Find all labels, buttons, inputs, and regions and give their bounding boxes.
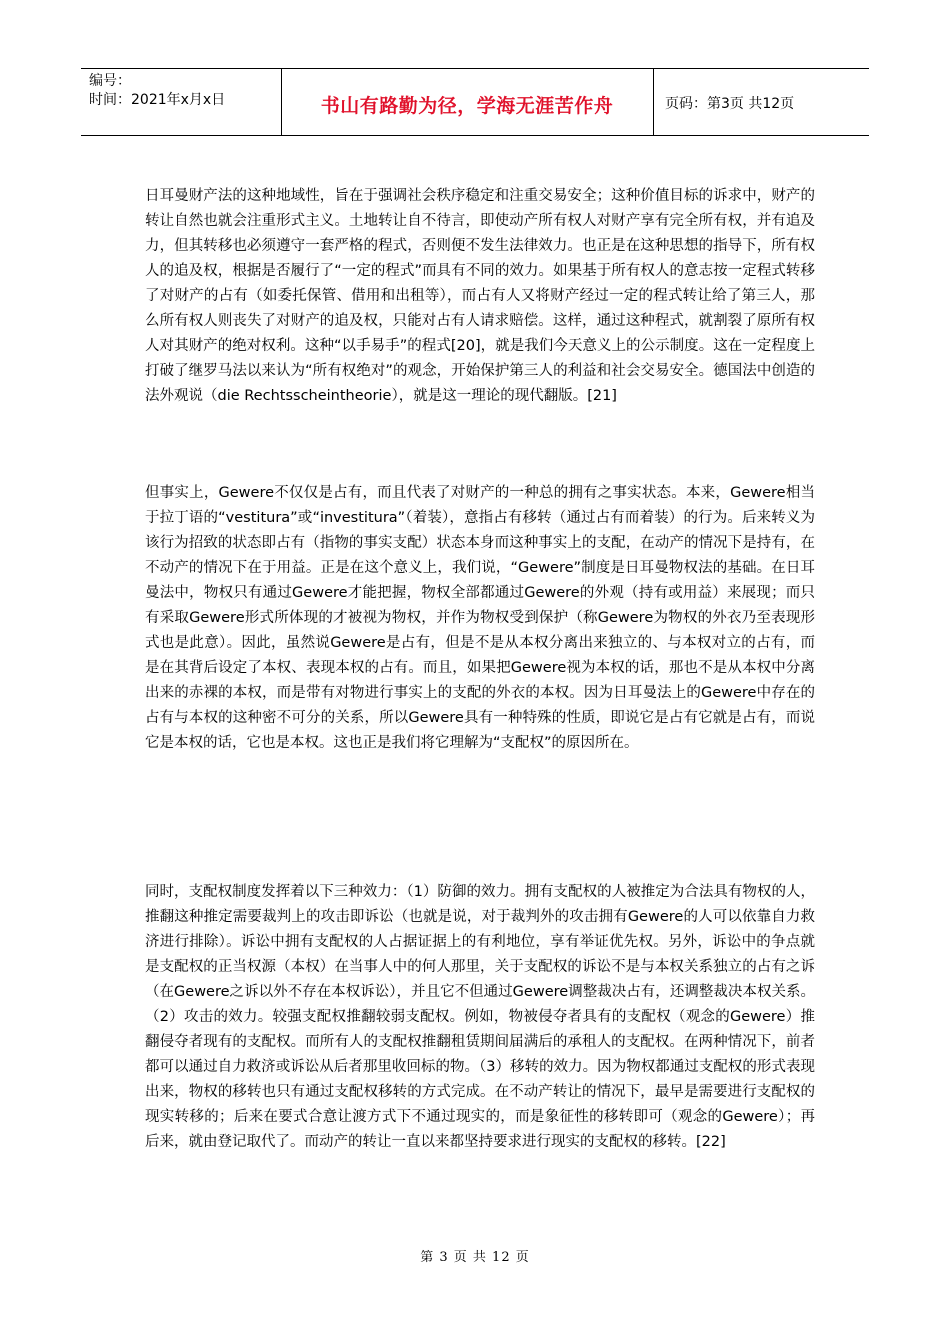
document-number-label: 编号：	[89, 73, 131, 89]
document-date: 时间：2021年x月x日	[89, 92, 226, 108]
page-footer: 第 3 页 共 12 页	[420, 1250, 530, 1265]
body-paragraph: 日耳曼财产法的这种地域性，旨在于强调社会秩序稳定和注重交易安全；这种价值目标的诉求中，财产的转让自然也就会注重形式主义。土地转让自不待言，即使动产所有权人对财产享有完全所有权，并有追及力，但其转移也必须遵守一套严格的程式，否则便不发生法律效力。也正是在这种思想的指导下，所有权人的追及权，根据是否履行了“一定的程式”而具有不同的效力。如果基于所有权人的意志按一定程式转移了对财产的占有（如委托保管、借用和出租等），而占有人又将财产经过一定的程式转让给了第三人，那么所有权人则丧失了对财产的追及权，只能对占有人请求赔偿。这样，通过这种程式，就割裂了原所有权人对其财产的绝对权利。这种“以手易手”的程式[20]，就是我们今天意义上的公示制度。这在一定程度上打破了继罗马法以来认为“所有权绝对”的观念，开始保护第三人的利益和社会交易安全。德国法中创造的法外观说（die Rechtsscheintheorie），就是这一理论的现代翻版。[21]	[145, 188, 815, 404]
body-paragraph: 但事实上，Gewere不仅仅是占有，而且代表了对财产的一种总的拥有之事实状态。本来，Gewere相当于拉丁语的“vestitura”或“investitura”（着装），意指占有移转（通过占有而着装）的行为。后来转义为该行为招致的状态即占有（指物的事实支配）状态本身而这种事实上的支配，在动产的情况下是持有，在不动产的情况下在于用益。正是在这个意义上，我们说，“Gewere”制度是日耳曼物权法的基础。在日耳曼法中，物权只有通过Gewere才能把握，物权全部都通过Gewere的外观（持有或用益）来展现；而只有采取Gewere形式所体现的才被视为物权，并作为物权受到保护（称Gewere为物权的外衣乃至表现形式也是此意）。因此，虽然说Gewere是占有，但是不是从本权分离出来独立的、与本权对立的占有，而是在其背后设定了本权、表现本权的占有。而且，如果把Gewere视为本权的话，那也不是从本权中分离出来的赤裸的本权，而是带有对物进行事实上的支配的外衣的本权。因为日耳曼法上的Gewere中存在的占有与本权的这种密不可分的关系，所以Gewere具有一种特殊的性质，即说它是占有它就是占有，而说它是本权的话，它也是本权。这也正是我们将它理解为“支配权”的原因所在。	[145, 485, 815, 751]
header-meta	[89, 72, 225, 110]
page-header	[81, 68, 869, 136]
header-divider	[653, 69, 654, 135]
header-page-info: 页码：第3页 共12页	[665, 96, 795, 112]
body-paragraph: 同时，支配权制度发挥着以下三种效力：（1）防御的效力。拥有支配权的人被推定为合法具有物权的人，推翻这种推定需要裁判上的攻击即诉讼（也就是说，对于裁判外的攻击拥有Gewere的人可以依靠自力救济进行排除）。诉讼中拥有支配权的人占据证据上的有利地位，享有举证优先权。另外，诉讼中的争点就是支配权的正当权源（本权）在当事人中的何人那里，关于支配权的诉讼不是与本权关系独立的占有之诉（在Gewere之诉以外不存在本权诉讼），并且它不但通过Gewere调整裁决占有，还调整裁决本权关系。（2）攻击的效力。较强支配权推翻较弱支配权。例如，物被侵夺者具有的支配权（观念的Gewere）推翻侵夺者现有的支配权。而所有人的支配权推翻租赁期间届满后的承租人的支配权。在两种情况下，前者都可以通过自力救济或诉讼从后者那里收回标的物。（3）移转的效力。因为物权都通过支配权的形式表现出来，物权的移转也只有通过支配权移转的方式完成。在不动产转让的情况下，最早是需要进行支配权的现实转移的；后来在要式合意让渡方式下不通过现实的，而是象征性的移转即可（观念的Gewere）；再后来，就由登记取代了。而动产的转让一直以来都坚持要求进行现实的支配权的移转。[22]	[145, 884, 815, 1150]
header-motto: 书山有路勤为径，学海无涯苦作舟	[320, 95, 614, 117]
